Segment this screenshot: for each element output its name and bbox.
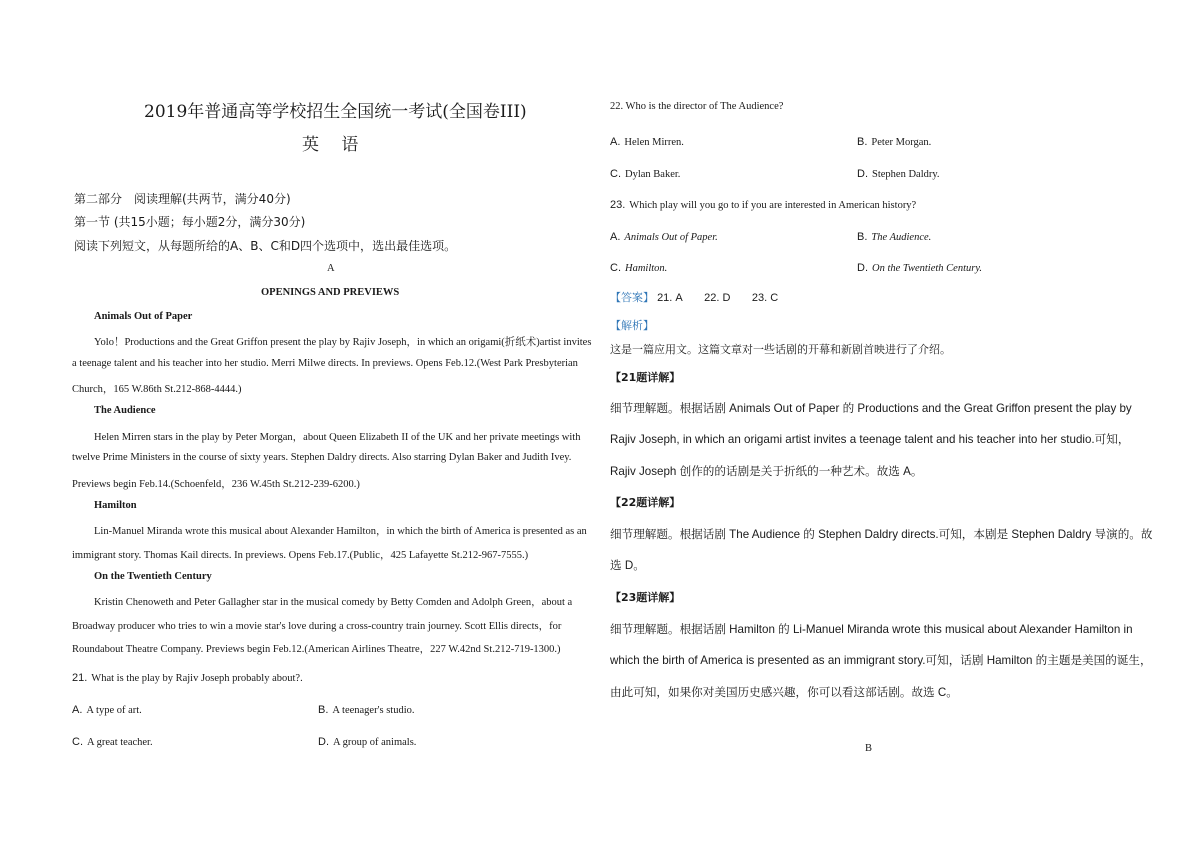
option-letter: C. (610, 168, 621, 180)
option-c (610, 164, 680, 182)
show-name: Hamilton (94, 500, 137, 511)
question-23 (610, 195, 916, 213)
option-text: A type of art. (86, 705, 142, 716)
option-a (610, 132, 684, 150)
detail-line: 细节理解题。根据话剧 Animals Out of Paper 的 Productions and the Great Griffon present the play by (610, 402, 1132, 415)
option-letter: B. (857, 136, 868, 148)
option-letter: A. (610, 136, 621, 148)
option-letter: A. (72, 704, 83, 716)
option-text: Animals Out of Paper. (624, 232, 718, 243)
option-letter: D. (857, 168, 868, 180)
question-text: Which play will you go to if you are interested in American history? (629, 200, 917, 211)
detail-23-tag: 【23题详解】 (610, 591, 681, 604)
show-line: a teenage talent and his teacher into her studio. Merri Milwe directs. In previews. Opens Feb.12.(West Park Presbyterian (72, 358, 578, 369)
analysis-intro: 这是一篇应用文。这篇文章对一些话剧的开幕和新剧首映进行了介绍。 (610, 343, 951, 356)
subject-title: 英 语 (302, 135, 359, 155)
option-a (610, 227, 718, 245)
show-name: The Audience (94, 405, 156, 416)
detail-22-tag: 【22题详解】 (610, 496, 681, 509)
answer-line (610, 289, 778, 305)
option-text: On the Twentieth Century. (872, 263, 983, 274)
show-name: On the Twentieth Century (94, 571, 212, 582)
question-number: 23. (610, 199, 626, 211)
option-letter: D. (857, 262, 868, 274)
show-line: Lin-Manuel Miranda wrote this musical about Alexander Hamilton，in which the birth of America is presented as an (94, 526, 587, 537)
answer-item: 21. A (657, 292, 683, 304)
show-line: Yolo！Productions and the Great Griffon present the play by Rajiv Joseph，in which an origami(折纸术)artist invites (94, 337, 592, 348)
option-c (72, 732, 153, 750)
option-text: A group of animals. (333, 737, 417, 748)
option-b (318, 700, 415, 718)
option-a (72, 700, 142, 718)
option-c (610, 258, 667, 276)
detail-line: 细节理解题。根据话剧 Hamilton 的 Li-Manuel Miranda wrote this musical about Alexander Hamilton in (610, 623, 1133, 636)
detail-21-tag: 【21题详解】 (610, 371, 681, 384)
part-heading: 第二部分 阅读理解(共两节，满分40分) (74, 192, 291, 206)
question-number: 21. (72, 672, 88, 684)
option-d (857, 164, 940, 182)
answer-tag: 【答案】 (610, 291, 654, 304)
option-text: The Audience. (871, 232, 932, 243)
option-text: A teenager's studio. (332, 705, 415, 716)
detail-line: 由此可知，如果你对美国历史感兴趣，你可以看这部话剧。故选 C。 (610, 686, 958, 699)
show-line: twelve Prime Ministers in the course of sixty years. Stephen Daldry directs. Also starring Dylan Baker and Judith Ivey. (72, 452, 572, 463)
show-line: Broadway producer who tries to win a movie star's love during a cross-country train journey. Scott Ellis directs，for (72, 621, 562, 632)
option-b (857, 227, 931, 245)
show-line: Previews begin Feb.14.(Schoenfeld，236 W.45th St.212-239-6200.) (72, 479, 360, 490)
passage-letter: A (327, 263, 335, 274)
show-line: Helen Mirren stars in the play by Peter Morgan，about Queen Elizabeth II of the UK and her private meetings with (94, 432, 581, 443)
next-passage-letter: B (865, 743, 873, 754)
show-line: Kristin Chenoweth and Peter Gallagher star in the musical comedy by Betty Comden and Adolph Green，about a (94, 597, 573, 608)
show-line: Roundabout Theatre Company. Previews begin Feb.12.(American Airlines Theatre，227 W.42nd St.212-719-1300.) (72, 644, 561, 655)
option-letter: B. (857, 231, 868, 243)
answer-item: 22. D (704, 292, 731, 304)
option-d (857, 258, 982, 276)
show-line: immigrant story. Thomas Kail directs. In previews. Opens Feb.17.(Public，425 Lafayette St.212-967-7555.) (72, 550, 529, 561)
option-text: Helen Mirren. (624, 137, 684, 148)
analysis-tag: 【解析】 (610, 319, 654, 332)
option-b (857, 132, 931, 150)
show-line: Church，165 W.86th St.212-868-4444.) (72, 384, 242, 395)
exam-title: 2019年普通高等学校招生全国统一考试(全国卷III) (144, 102, 527, 122)
option-letter: A. (610, 231, 621, 243)
option-letter: C. (610, 262, 621, 274)
answer-item: 23. C (751, 292, 779, 304)
question-text: What is the play by Rajiv Joseph probably about?. (91, 673, 303, 684)
option-letter: B. (318, 704, 329, 716)
option-text: Hamilton. (625, 263, 668, 274)
instructions: 阅读下列短文，从每题所给的A、B、C和D四个选项中，选出最佳选项。 (74, 239, 457, 253)
option-text: Stephen Daldry. (872, 169, 940, 180)
detail-line: Rajiv Joseph, in which an origami artist invites a teenage talent and his teacher into her studio.可知， (610, 433, 1130, 446)
option-d (318, 732, 416, 750)
option-text: Peter Morgan. (871, 137, 932, 148)
option-letter: D. (318, 736, 329, 748)
detail-line: 细节理解题。根据话剧 The Audience 的 Stephen Daldry directs.可知，本剧是 Stephen Daldry 导演的。故 (610, 528, 1153, 541)
detail-line: Rajiv Joseph 创作的的话剧是关于折纸的一种艺术。故选 A。 (610, 465, 923, 478)
passage-title: OPENINGS AND PREVIEWS (261, 287, 400, 298)
option-letter: C. (72, 736, 83, 748)
option-text: Dylan Baker. (625, 169, 681, 180)
detail-line: 选 D。 (610, 559, 645, 572)
question-21 (72, 668, 303, 686)
section-heading: 第一节 (共15小题；每小题2分，满分30分) (74, 215, 306, 229)
detail-line: which the birth of America is presented as an immigrant story.可知，话剧 Hamilton 的主题是美国的诞生， (610, 654, 1152, 667)
show-name: Animals Out of Paper (94, 311, 193, 322)
question-22-text: 22. Who is the director of The Audience? (610, 101, 784, 112)
option-text: A great teacher. (87, 737, 153, 748)
